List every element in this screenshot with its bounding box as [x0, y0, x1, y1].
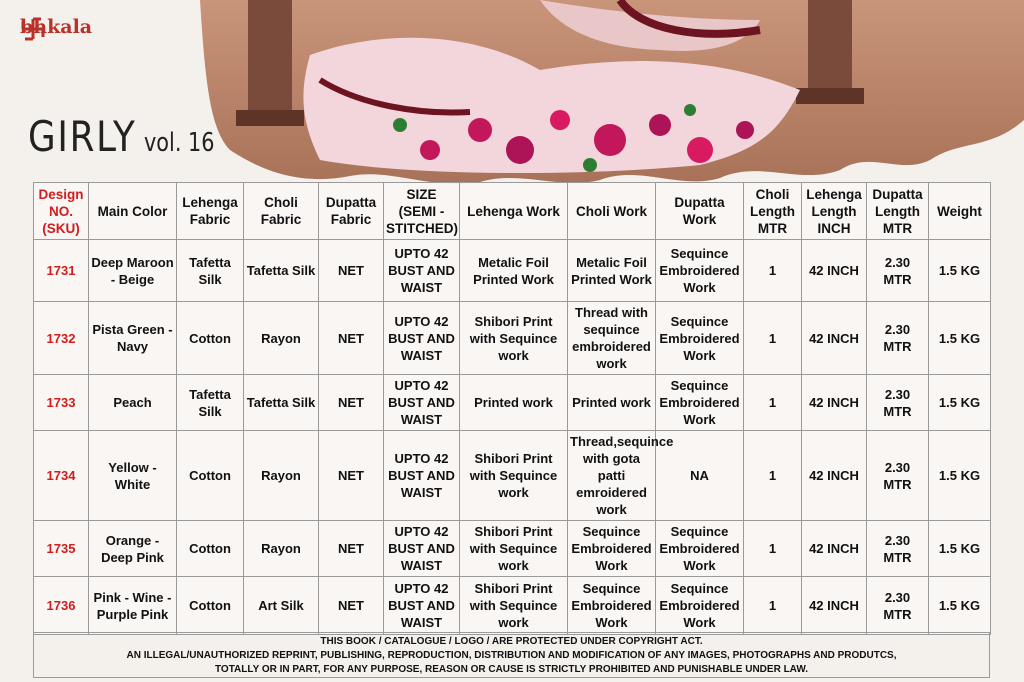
- cell-lehenga-length: 42 INCH: [802, 375, 867, 431]
- cell-choli-work: Sequince Embroidered Work: [568, 577, 656, 635]
- cell-lehenga-work: Shibori Print with Sequince work: [460, 577, 568, 635]
- cell-choli-fabric: Tafetta Silk: [244, 240, 319, 302]
- cell-dupatta-length: 2.30 MTR: [867, 577, 929, 635]
- table-header-row: [34, 183, 991, 240]
- cell-choli-length: 1: [744, 375, 802, 431]
- copyright-line: THIS BOOK / CATALOGUE / LOGO / ARE PROTECTED UNDER COPYRIGHT ACT.: [320, 636, 703, 647]
- cell-dupatta-fabric: NET: [319, 521, 384, 577]
- copyright-line: AN ILLEGAL/UNAUTHORIZED REPRINT, PUBLISHING, REPRODUCTION, DISTRIBUTION AND MODIFICATION OF ANY IMAGES, PHOTOGRAPHS AND PRODUTCS,: [126, 650, 897, 661]
- cell-choli-length: 1: [744, 240, 802, 302]
- header-size: SIZE (SEMI - STITCHED): [384, 183, 460, 240]
- cell-lehenga-length: 42 INCH: [802, 521, 867, 577]
- cell-choli-fabric: Art Silk: [244, 577, 319, 635]
- header-weight: Weight: [929, 183, 991, 240]
- cell-dupatta-work: Sequince Embroidered Work: [656, 577, 744, 635]
- cell-dupatta-length: 2.30 MTR: [867, 521, 929, 577]
- hero-photo-illustration: [0, 0, 1024, 190]
- cell-weight: 1.5 KG: [929, 302, 991, 375]
- catalogue-name: GIRLY: [28, 112, 137, 161]
- catalogue-title: [28, 112, 232, 161]
- cell-lehenga-fabric: Cotton: [177, 577, 244, 635]
- cell-dupatta-fabric: NET: [319, 431, 384, 521]
- cell-lehenga-length: 42 INCH: [802, 302, 867, 375]
- cell-dupatta-fabric: NET: [319, 375, 384, 431]
- cell-sku: 1734: [34, 431, 89, 521]
- cell-choli-work: Sequince Embroidered Work: [568, 521, 656, 577]
- cell-lehenga-work: Shibori Print with Sequince work: [460, 521, 568, 577]
- cell-dupatta-length: 2.30 MTR: [867, 302, 929, 375]
- cell-weight: 1.5 KG: [929, 521, 991, 577]
- table-row: [34, 375, 991, 431]
- cell-sku: 1733: [34, 375, 89, 431]
- cell-choli-length: 1: [744, 302, 802, 375]
- cell-dupatta-work: Sequince Embroidered Work: [656, 240, 744, 302]
- cell-main-color: Peach: [89, 375, 177, 431]
- cell-dupatta-fabric: NET: [319, 302, 384, 375]
- table-row: [34, 302, 991, 375]
- cell-lehenga-work: Shibori Print with Sequince work: [460, 302, 568, 375]
- table-row: [34, 577, 991, 635]
- cell-sku: 1731: [34, 240, 89, 302]
- hero-banner: [0, 0, 1024, 190]
- brand-name: bhkala: [20, 16, 93, 38]
- header-dupatta-length: Dupatta Length MTR: [867, 183, 929, 240]
- cell-dupatta-fabric: NET: [319, 240, 384, 302]
- copyright-line: TOTALLY OR IN PART, FOR ANY PURPOSE, REASON OR CAUSE IS STRICTLY PROHIBITED AND PUNISHABLE UNDER LAW.: [214, 664, 809, 675]
- cell-dupatta-length: 2.30 MTR: [867, 240, 929, 302]
- header-lehenga-fabric: Lehenga Fabric: [177, 183, 244, 240]
- cell-sku: 1736: [34, 577, 89, 635]
- cell-weight: 1.5 KG: [929, 577, 991, 635]
- cell-lehenga-fabric: Cotton: [177, 302, 244, 375]
- cell-choli-work: Metalic Foil Printed Work: [568, 240, 656, 302]
- catalogue-volume: vol. 16: [143, 128, 215, 158]
- cell-choli-work: Thread,sequince with gota patti emroidered work: [568, 431, 656, 521]
- copyright-notice: [33, 632, 990, 678]
- cell-main-color: Pink - Wine - Purple Pink: [89, 577, 177, 635]
- header-choli-fabric: Choli Fabric: [244, 183, 319, 240]
- cell-size: UPTO 42 BUST AND WAIST: [384, 302, 460, 375]
- cell-choli-work: Printed work: [568, 375, 656, 431]
- header-choli-length: Choli Length MTR: [744, 183, 802, 240]
- cell-lehenga-work: Printed work: [460, 375, 568, 431]
- cell-size: UPTO 42 BUST AND WAIST: [384, 431, 460, 521]
- cell-dupatta-work: Sequince Embroidered Work: [656, 521, 744, 577]
- cell-sku: 1735: [34, 521, 89, 577]
- swastik-logo-icon: [20, 16, 46, 42]
- header-lehenga-work: Lehenga Work: [460, 183, 568, 240]
- cell-dupatta-work: Sequince Embroidered Work: [656, 375, 744, 431]
- cell-choli-fabric: Rayon: [244, 431, 319, 521]
- cell-choli-length: 1: [744, 431, 802, 521]
- cell-main-color: Deep Maroon - Beige: [89, 240, 177, 302]
- cell-choli-fabric: Tafetta Silk: [244, 375, 319, 431]
- cell-main-color: Orange - Deep Pink: [89, 521, 177, 577]
- cell-size: UPTO 42 BUST AND WAIST: [384, 375, 460, 431]
- cell-weight: 1.5 KG: [929, 240, 991, 302]
- cell-lehenga-fabric: Tafetta Silk: [177, 240, 244, 302]
- header-main-color: Main Color: [89, 183, 177, 240]
- cell-lehenga-fabric: Cotton: [177, 431, 244, 521]
- table-row: [34, 240, 991, 302]
- cell-size: UPTO 42 BUST AND WAIST: [384, 240, 460, 302]
- cell-lehenga-length: 42 INCH: [802, 431, 867, 521]
- cell-size: UPTO 42 BUST AND WAIST: [384, 521, 460, 577]
- cell-lehenga-work: Shibori Print with Sequince work: [460, 431, 568, 521]
- cell-weight: 1.5 KG: [929, 375, 991, 431]
- cell-dupatta-work: Sequince Embroidered Work: [656, 302, 744, 375]
- cell-choli-fabric: Rayon: [244, 521, 319, 577]
- cell-lehenga-length: 42 INCH: [802, 240, 867, 302]
- cell-lehenga-length: 42 INCH: [802, 577, 867, 635]
- cell-choli-length: 1: [744, 577, 802, 635]
- cell-dupatta-fabric: NET: [319, 577, 384, 635]
- cell-dupatta-length: 2.30 MTR: [867, 375, 929, 431]
- cell-dupatta-length: 2.30 MTR: [867, 431, 929, 521]
- cell-choli-fabric: Rayon: [244, 302, 319, 375]
- table-row: [34, 521, 991, 577]
- cell-lehenga-fabric: Tafetta Silk: [177, 375, 244, 431]
- cell-main-color: Pista Green - Navy: [89, 302, 177, 375]
- table-row: [34, 431, 991, 521]
- header-sku: Design NO. (SKU): [34, 183, 89, 240]
- header-dupatta-fabric: Dupatta Fabric: [319, 183, 384, 240]
- cell-sku: 1732: [34, 302, 89, 375]
- cell-lehenga-work: Metalic Foil Printed Work: [460, 240, 568, 302]
- cell-main-color: Yellow - White: [89, 431, 177, 521]
- product-spec-table: [33, 182, 991, 635]
- header-dupatta-work: Dupatta Work: [656, 183, 744, 240]
- header-lehenga-length: Lehenga Length INCH: [802, 183, 867, 240]
- cell-lehenga-fabric: Cotton: [177, 521, 244, 577]
- brand-logo: [20, 16, 92, 38]
- cell-choli-work: Thread with sequince embroidered work: [568, 302, 656, 375]
- header-choli-work: Choli Work: [568, 183, 656, 240]
- cell-choli-length: 1: [744, 521, 802, 577]
- cell-weight: 1.5 KG: [929, 431, 991, 521]
- cell-dupatta-work: NA: [656, 431, 744, 521]
- cell-size: UPTO 42 BUST AND WAIST: [384, 577, 460, 635]
